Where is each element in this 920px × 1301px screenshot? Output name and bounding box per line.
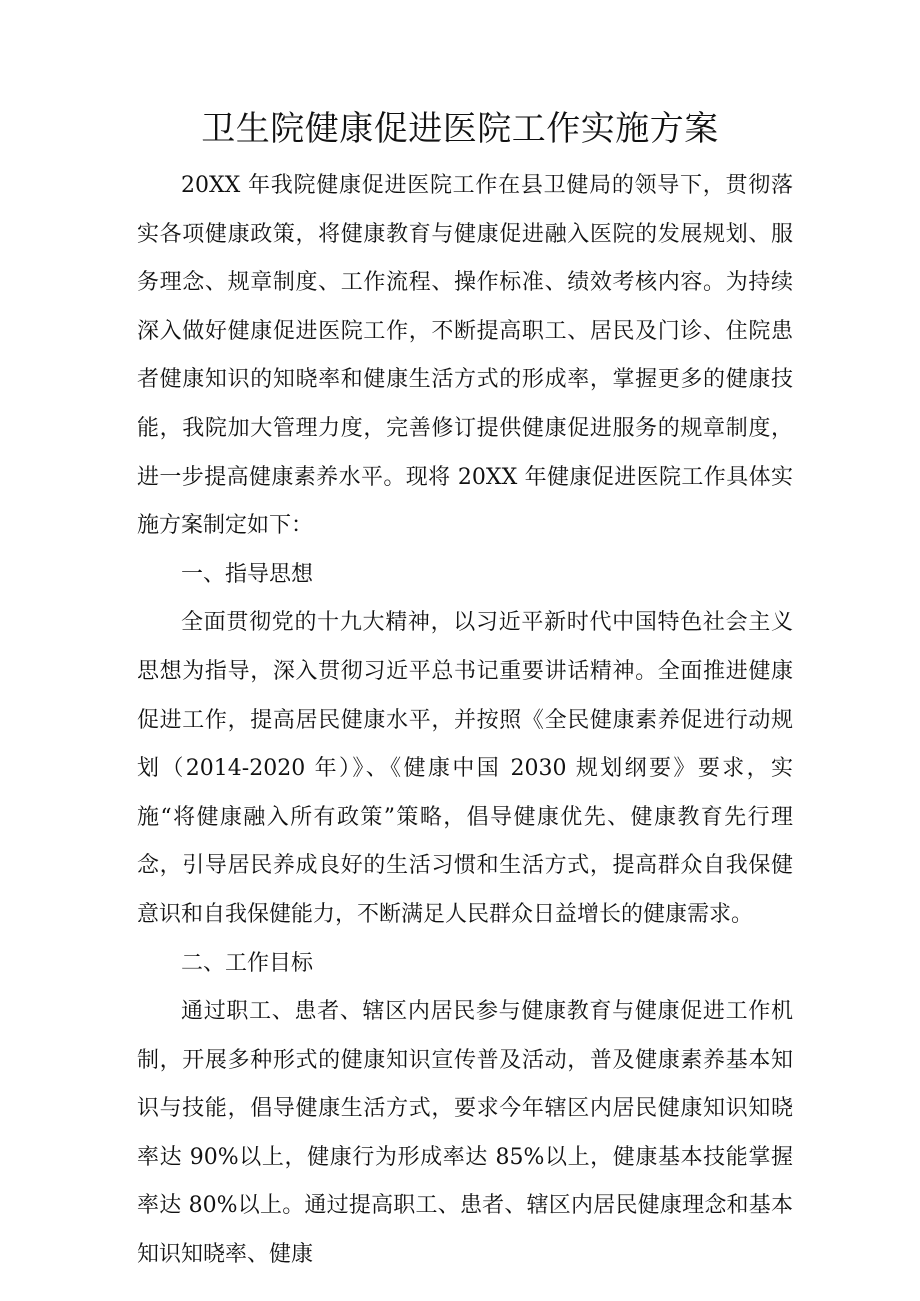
guiding-ideology-paragraph: 全面贯彻党的十九大精神，以习近平新时代中国特色社会主义思想为指导，深入贯彻习近平总书记重要讲话精神。全面推进健康促进工作，提高居民健康水平，并按照《全民健康素养促进行动规划（2014-2020 年）》、《健康中国 2030 规划纲要》要求，实施“将健康融入所有政策”策略，倡导健康优先、健康教育先行理念，引导居民养成良好的生活习惯和生活方式，提高群众自我保健意识和自我保健能力，不断满足人民群众日益增长的健康需求。 [137, 610, 793, 927]
work-goals-paragraph: 通过职工、患者、辖区内居民参与健康教育与健康促进工作机制，开展多种形式的健康知识宣传普及活动，普及健康素养基本知识与技能，倡导健康生活方式，要求今年辖区内居民健康知识知晓率达 90%以上，健康行为形成率达 85%以上，健康基本技能掌握率达 80%以上。通过提高职工、患者、辖区内居民健康理念和基本知识知晓率、健康 [137, 999, 793, 1268]
section-heading-guiding-ideology: 一、指导思想 [181, 561, 314, 587]
document-title: 卫生院健康促进医院工作实施方案 [201, 109, 719, 149]
section-heading-work-goals: 二、工作目标 [181, 950, 314, 976]
document-body [137, 162, 793, 1280]
intro-paragraph: 20XX 年我院健康促进医院工作在县卫健局的领导下，贯彻落实各项健康政策，将健康教育与健康促进融入医院的发展规划、服务理念、规章制度、工作流程、操作标准、绩效考核内容。为持续深入做好健康促进医院工作，不断提高职工、居民及门诊、住院患者健康知识的知晓率和健康生活方式的形成率，掌握更多的健康技能，我院加大管理力度，完善修订提供健康促进服务的规章制度，进一步提高健康素养水平。现将 20XX 年健康促进医院工作具体实施方案制定如下： [137, 173, 793, 539]
